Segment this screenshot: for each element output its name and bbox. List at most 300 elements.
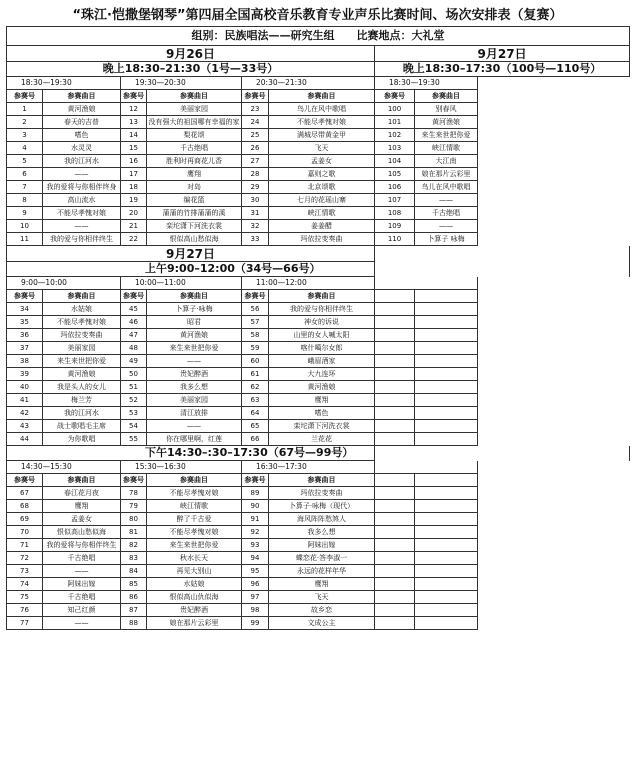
entry-song: 春江花月夜 (43, 487, 121, 500)
entry-song: 兰花花 (269, 433, 375, 446)
blank-cell (415, 433, 478, 446)
time-slot-row (7, 277, 630, 290)
table-row (7, 168, 630, 181)
entry-number: 52 (121, 394, 147, 407)
entry-song: 满城尽带黄金甲 (269, 129, 375, 142)
entry-number: 21 (121, 220, 147, 233)
entry-song: 不能尽孝愧对娘 (147, 487, 242, 500)
blank-cell (375, 342, 415, 355)
date-row (7, 246, 630, 262)
blank-cell (375, 526, 415, 539)
entry-song: 清江放排 (147, 407, 242, 420)
entry-number: 20 (121, 207, 147, 220)
entry-number: 69 (7, 513, 43, 526)
entry-number: 103 (375, 142, 415, 155)
column-header-number: 参赛号 (375, 90, 415, 103)
blank-cell (415, 316, 478, 329)
entry-song: 不能尽孝愧对娘 (147, 526, 242, 539)
blank-cell (375, 277, 478, 290)
entry-song: 再见大别山 (147, 565, 242, 578)
entry-song: 栾坨潇下河洗衣裳 (147, 220, 242, 233)
time-slot-row (7, 461, 630, 474)
table-row (7, 233, 630, 246)
entry-number: 73 (7, 565, 43, 578)
entry-number: 42 (7, 407, 43, 420)
entry-number: 77 (7, 617, 43, 630)
blank-cell (375, 381, 415, 394)
column-header-number: 参赛号 (121, 474, 147, 487)
entry-number: 51 (121, 381, 147, 394)
time-slot-row (7, 77, 630, 90)
entry-song: 恨似高山仇似海 (147, 591, 242, 604)
blank-cell (415, 578, 478, 591)
entry-song: 编花篮 (147, 194, 242, 207)
entry-number: 47 (121, 329, 147, 342)
entry-song: 峡江情歌 (269, 207, 375, 220)
entry-number: 64 (242, 407, 269, 420)
column-header-number: 参赛号 (121, 90, 147, 103)
entry-song: 高山流水 (43, 194, 121, 207)
entry-song: 鸟儿在风中歌唱 (415, 181, 478, 194)
header-row (7, 90, 630, 103)
session-heading: 下午14:30–:30–17:30（67号—99号） (7, 446, 375, 461)
entry-song: 蝶恋花·答李淑一 (269, 552, 375, 565)
entry-song: 北京颂歌 (269, 181, 375, 194)
entry-number: 61 (242, 368, 269, 381)
entry-number: 48 (121, 342, 147, 355)
entry-number: 6 (7, 168, 43, 181)
column-header-number: 参赛号 (7, 90, 43, 103)
blank-cell (415, 591, 478, 604)
entry-number: 30 (242, 194, 269, 207)
table-row (7, 420, 630, 433)
entry-number: 46 (121, 316, 147, 329)
blank-cell (375, 246, 630, 262)
entry-number: 43 (7, 420, 43, 433)
entry-song: 贵妃醉酒 (147, 368, 242, 381)
entry-number: 78 (121, 487, 147, 500)
entry-number: 1 (7, 103, 43, 116)
entry-song: 来生来世把你爱 (147, 342, 242, 355)
blank-cell (415, 552, 478, 565)
entry-number: 16 (121, 155, 147, 168)
entry-song: 神女的诉说 (269, 316, 375, 329)
entry-song: 阿妹出嫁 (43, 578, 121, 591)
blank-cell (375, 604, 415, 617)
entry-number: 2 (7, 116, 43, 129)
entry-song: 美丽家园 (147, 103, 242, 116)
entry-song: 我的爱将与你相伴终生 (43, 539, 121, 552)
entry-song: 鹰翔 (43, 500, 121, 513)
entry-number: 38 (7, 355, 43, 368)
entry-number: 18 (121, 181, 147, 194)
table-row (7, 487, 630, 500)
entry-song: 美丽家园 (147, 394, 242, 407)
column-header-song: 参赛曲目 (269, 90, 375, 103)
entry-number: 14 (121, 129, 147, 142)
blank-cell (415, 303, 478, 316)
entry-song: 蒲蒲的竹排蒲蒲的溪 (147, 207, 242, 220)
entry-number: 57 (242, 316, 269, 329)
entry-number: 59 (242, 342, 269, 355)
entry-song: 昭君 (147, 316, 242, 329)
blank-cell (415, 565, 478, 578)
entry-number: 90 (242, 500, 269, 513)
blank-cell (415, 513, 478, 526)
entry-number: 63 (242, 394, 269, 407)
blank-cell (375, 420, 415, 433)
entry-song: 我多么想 (147, 381, 242, 394)
table-row (7, 329, 630, 342)
entry-number: 97 (242, 591, 269, 604)
entry-number: 10 (7, 220, 43, 233)
entry-song: 阿妹出嫁 (269, 539, 375, 552)
table-row (7, 394, 630, 407)
entry-song: 玛依拉变奏曲 (269, 233, 375, 246)
blank-cell (375, 355, 415, 368)
entry-number: 36 (7, 329, 43, 342)
table-row (7, 381, 630, 394)
entry-song: 我的江河水 (43, 407, 121, 420)
entry-number: 3 (7, 129, 43, 142)
entry-number: 5 (7, 155, 43, 168)
entry-number: 107 (375, 194, 415, 207)
entry-song: 来生来世把你爱 (415, 129, 478, 142)
entry-number: 19 (121, 194, 147, 207)
entry-number: 71 (7, 539, 43, 552)
blank-cell (415, 487, 478, 500)
entry-song: 黄河渔娘 (43, 368, 121, 381)
entry-song: 我是头人的女儿 (43, 381, 121, 394)
entry-song: 不能尽孝愧对娘 (43, 207, 121, 220)
entry-number: 7 (7, 181, 43, 194)
schedule-table (6, 26, 630, 630)
entry-song: 贵妃醉酒 (147, 604, 242, 617)
blank-cell (415, 407, 478, 420)
session-row (7, 446, 630, 461)
entry-song: 我的爱将与你相伴终身 (43, 181, 121, 194)
entry-number: 102 (375, 129, 415, 142)
blank-cell (375, 474, 415, 487)
entry-number: 23 (242, 103, 269, 116)
entry-song: 永远的花样年华 (269, 565, 375, 578)
time-slot: 18:30—19:30 (375, 77, 478, 90)
blank-cell (375, 446, 630, 461)
entry-song: 喀什噶尔女郎 (269, 342, 375, 355)
entry-song: 千古绝唱 (147, 142, 242, 155)
entry-number: 93 (242, 539, 269, 552)
entry-number: 24 (242, 116, 269, 129)
table-row (7, 433, 630, 446)
entry-number: 34 (7, 303, 43, 316)
blank-cell (375, 539, 415, 552)
document-title: “珠江·恺撒堡钢琴”第四届全国高校音乐教育专业声乐比赛时间、场次安排表（复赛） (72, 8, 563, 23)
entry-song: —— (43, 565, 121, 578)
entry-song: —— (43, 168, 121, 181)
entry-song: 娘在那片云彩里 (415, 168, 478, 181)
entry-song: 千古绝唱 (415, 207, 478, 220)
entry-number: 101 (375, 116, 415, 129)
session-row (7, 262, 630, 277)
entry-song: 别春风 (415, 103, 478, 116)
entry-song: 孟姜女 (269, 155, 375, 168)
entry-song: 你在哪里啊，红莲 (147, 433, 242, 446)
entry-song: 战士歌唱毛主席 (43, 420, 121, 433)
entry-number: 84 (121, 565, 147, 578)
table-row (7, 407, 630, 420)
entry-number: 26 (242, 142, 269, 155)
entry-song: 嗜色 (43, 129, 121, 142)
time-slot: 20:30—21:30 (242, 77, 375, 90)
entry-number: 17 (121, 168, 147, 181)
date-heading: 9月27日 (375, 46, 630, 62)
entry-number: 75 (7, 591, 43, 604)
entry-number: 37 (7, 342, 43, 355)
competition-info: 组别：民族唱法——研究生组 比赛地点：大礼堂 (7, 27, 630, 46)
entry-song: 鹰翔 (269, 578, 375, 591)
entry-song: 不能尽孝愧对娘 (43, 316, 121, 329)
entry-number: 88 (121, 617, 147, 630)
entry-song: 水姑娘 (147, 578, 242, 591)
blank-cell (415, 342, 478, 355)
blank-cell (375, 578, 415, 591)
entry-number: 4 (7, 142, 43, 155)
entry-song: —— (147, 355, 242, 368)
column-header-number: 参赛号 (242, 474, 269, 487)
table-row (7, 539, 630, 552)
blank-cell (375, 262, 630, 277)
entry-number: 86 (121, 591, 147, 604)
column-header-song: 参赛曲目 (43, 90, 121, 103)
entry-song: 海风阵阵愁煞人 (269, 513, 375, 526)
entry-number: 70 (7, 526, 43, 539)
column-header-song: 参赛曲目 (147, 90, 242, 103)
entry-number: 104 (375, 155, 415, 168)
table-row (7, 207, 630, 220)
entry-song: 嘉则之歌 (269, 168, 375, 181)
entry-song: 我的爱与你相伴终生 (269, 303, 375, 316)
entry-song: 嗜色 (269, 407, 375, 420)
entry-song: 没有强大的祖国哪有幸福的家 (147, 116, 242, 129)
time-slot: 11:00—12:00 (242, 277, 375, 290)
entry-number: 79 (121, 500, 147, 513)
entry-number: 45 (121, 303, 147, 316)
entry-number: 25 (242, 129, 269, 142)
entry-song: 对岛 (147, 181, 242, 194)
entry-song: 大江南 (415, 155, 478, 168)
entry-song: —— (415, 220, 478, 233)
info-row (7, 27, 630, 46)
entry-song: 山里的女人喊太阳 (269, 329, 375, 342)
table-row (7, 355, 630, 368)
table-row (7, 565, 630, 578)
entry-song: 姜姜醋 (269, 220, 375, 233)
entry-song: 梅兰芳 (43, 394, 121, 407)
entry-number: 53 (121, 407, 147, 420)
blank-cell (375, 552, 415, 565)
entry-song: 飞天 (269, 591, 375, 604)
entry-song: 我多么想 (269, 526, 375, 539)
date-row (7, 46, 630, 62)
entry-number: 11 (7, 233, 43, 246)
entry-song: 玛依拉变奏曲 (43, 329, 121, 342)
entry-number: 9 (7, 207, 43, 220)
table-row (7, 500, 630, 513)
blank-cell (415, 604, 478, 617)
date-heading: 9月26日 (7, 46, 375, 62)
entry-number: 100 (375, 103, 415, 116)
column-header-number: 参赛号 (121, 290, 147, 303)
entry-song: 恨似高山愁似海 (43, 526, 121, 539)
entry-song: —— (43, 220, 121, 233)
blank-cell (375, 513, 415, 526)
entry-number: 76 (7, 604, 43, 617)
column-header-number: 参赛号 (242, 90, 269, 103)
table-row (7, 316, 630, 329)
entry-song: 我的江河水 (43, 155, 121, 168)
header-row (7, 290, 630, 303)
column-header-number: 参赛号 (242, 290, 269, 303)
entry-song: 秋水长天 (147, 552, 242, 565)
entry-number: 72 (7, 552, 43, 565)
blank-cell (415, 329, 478, 342)
entry-number: 28 (242, 168, 269, 181)
entry-song: 胜利时再商花儿香 (147, 155, 242, 168)
entry-song: 水姑娘 (43, 303, 121, 316)
entry-number: 54 (121, 420, 147, 433)
blank-cell (375, 591, 415, 604)
blank-cell (375, 394, 415, 407)
entry-number: 50 (121, 368, 147, 381)
table-row (7, 617, 630, 630)
entry-number: 12 (121, 103, 147, 116)
entry-song: 文成公主 (269, 617, 375, 630)
entry-number: 94 (242, 552, 269, 565)
entry-song: 梨花颂 (147, 129, 242, 142)
time-slot: 19:30—20:30 (121, 77, 242, 90)
entry-song: 不能尽孝愧对娘 (269, 116, 375, 129)
table-row (7, 513, 630, 526)
entry-number: 33 (242, 233, 269, 246)
entry-number: 22 (121, 233, 147, 246)
table-row (7, 342, 630, 355)
table-row (7, 578, 630, 591)
entry-number: 98 (242, 604, 269, 617)
column-header-song: 参赛曲目 (269, 474, 375, 487)
entry-number: 82 (121, 539, 147, 552)
entry-number: 35 (7, 316, 43, 329)
table-row (7, 526, 630, 539)
entry-number: 80 (121, 513, 147, 526)
entry-number: 49 (121, 355, 147, 368)
blank-cell (415, 368, 478, 381)
blank-cell (415, 355, 478, 368)
table-row (7, 194, 630, 207)
blank-cell (415, 617, 478, 630)
time-slot: 18:30—19:30 (7, 77, 121, 90)
entry-number: 27 (242, 155, 269, 168)
table-row (7, 181, 630, 194)
blank-cell (415, 526, 478, 539)
entry-song: 春天的吉普 (43, 116, 121, 129)
session-row (7, 62, 630, 77)
table-row (7, 116, 630, 129)
entry-number: 40 (7, 381, 43, 394)
entry-number: 60 (242, 355, 269, 368)
blank-cell (375, 316, 415, 329)
entry-song: 鹰翔 (147, 168, 242, 181)
blank-cell (375, 290, 415, 303)
entry-number: 15 (121, 142, 147, 155)
entry-song: 玛依拉变奏曲 (269, 487, 375, 500)
entry-song: 水灵灵 (43, 142, 121, 155)
time-slot: 14:30—15:30 (7, 461, 121, 474)
column-header-song: 参赛曲目 (43, 474, 121, 487)
table-row (7, 604, 630, 617)
entry-song: 峨眉酒家 (269, 355, 375, 368)
entry-song: 黄河渔娘 (269, 381, 375, 394)
entry-number: 39 (7, 368, 43, 381)
entry-number: 29 (242, 181, 269, 194)
time-slot: 15:30—16:30 (121, 461, 242, 474)
blank-cell (415, 539, 478, 552)
entry-song: 来生来世把你爱 (147, 539, 242, 552)
entry-number: 110 (375, 233, 415, 246)
entry-song: —— (147, 420, 242, 433)
entry-number: 13 (121, 116, 147, 129)
blank-cell (375, 407, 415, 420)
header-row (7, 474, 630, 487)
entry-number: 95 (242, 565, 269, 578)
entry-song: 孟姜女 (43, 513, 121, 526)
entry-song: 卜算子·咏梅 (147, 303, 242, 316)
entry-number: 108 (375, 207, 415, 220)
entry-song: 七月的花瑶山寨 (269, 194, 375, 207)
date-heading: 9月27日 (7, 246, 375, 262)
table-row (7, 129, 630, 142)
table-row (7, 591, 630, 604)
entry-number: 106 (375, 181, 415, 194)
entry-number: 44 (7, 433, 43, 446)
entry-number: 109 (375, 220, 415, 233)
session-heading: 晚上18:30–21:30（1号—33号） (7, 62, 375, 77)
entry-number: 68 (7, 500, 43, 513)
entry-number: 83 (121, 552, 147, 565)
entry-number: 32 (242, 220, 269, 233)
entry-song: 我的爱与你相伴终生 (43, 233, 121, 246)
entry-number: 96 (242, 578, 269, 591)
entry-song: 峡江情歌 (147, 500, 242, 513)
entry-number: 99 (242, 617, 269, 630)
entry-number: 66 (242, 433, 269, 446)
blank-cell (415, 381, 478, 394)
blank-cell (415, 474, 478, 487)
blank-cell (375, 461, 478, 474)
time-slot: 9:00—10:00 (7, 277, 121, 290)
entry-song: 故乡恋 (269, 604, 375, 617)
blank-cell (415, 394, 478, 407)
table-row (7, 303, 630, 316)
entry-number: 8 (7, 194, 43, 207)
blank-cell (375, 329, 415, 342)
entry-song: 娘在那片云彩里 (147, 617, 242, 630)
entry-number: 65 (242, 420, 269, 433)
entry-song: 黄河渔娘 (43, 103, 121, 116)
blank-cell (375, 565, 415, 578)
column-header-song: 参赛曲目 (43, 290, 121, 303)
entry-song: 来生来世把你爱 (43, 355, 121, 368)
session-heading: 上午9:00–12:00（34号—66号） (7, 262, 375, 277)
